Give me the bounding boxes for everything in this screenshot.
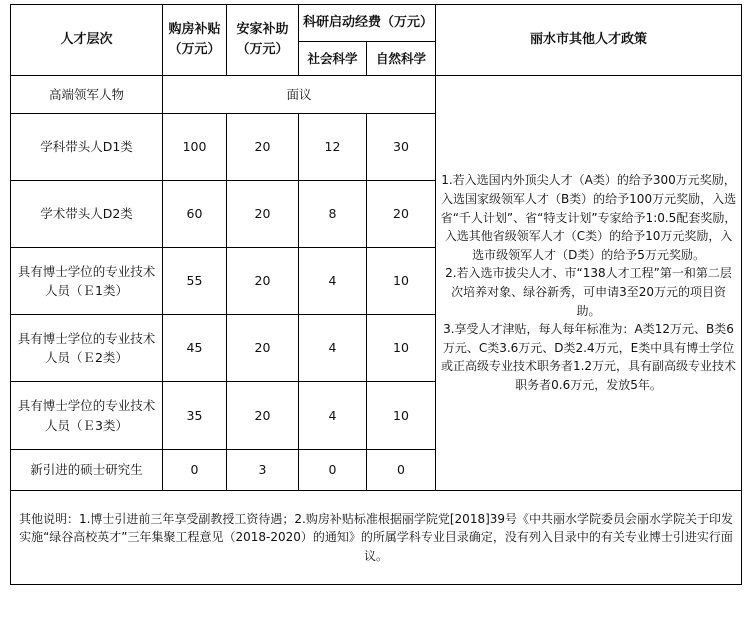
natural-science-cell: 10: [367, 315, 436, 382]
social-science-cell: 4: [299, 382, 367, 450]
housing-cell: 45: [163, 315, 227, 382]
social-science-cell: 4: [299, 248, 367, 315]
natural-science-cell: 10: [367, 248, 436, 315]
housing-cell: 60: [163, 181, 227, 248]
social-science-cell: 8: [299, 181, 367, 248]
header-talent-level: 人才层次: [11, 5, 163, 76]
natural-science-cell: 20: [367, 181, 436, 248]
notes-row: [11, 491, 742, 585]
settling-cell: 20: [227, 114, 299, 181]
social-science-cell: 4: [299, 315, 367, 382]
housing-cell: 55: [163, 248, 227, 315]
header-research-fund: 科研启动经费（万元）: [299, 5, 436, 42]
policy-cell: [436, 76, 742, 491]
housing-cell: 0: [163, 450, 227, 491]
header-settling-subsidy: 安家补助（万元）: [227, 5, 299, 76]
settling-cell: 20: [227, 315, 299, 382]
settling-cell: 20: [227, 382, 299, 450]
talent-level-cell: 高端领军人物: [11, 76, 163, 114]
natural-science-cell: 10: [367, 382, 436, 450]
talent-level-cell: 新引进的硕士研究生: [11, 450, 163, 491]
notes-cell: 其他说明：1.博士引进前三年享受副教授工资待遇；2.购房补贴标准根据丽学院党[2018]39号《中共丽水学院委员会丽水学院关于印发实施“绿谷高校英才”三年集聚工程意见（2018-2020）的通知》的所属学科专业目录确定，没有列入目录中的有关专业博士引进实行面议。: [11, 491, 742, 585]
settling-cell: 20: [227, 248, 299, 315]
talent-level-cell: 学术带头人D2类: [11, 181, 163, 248]
social-science-cell: 0: [299, 450, 367, 491]
table-row: [11, 76, 742, 114]
housing-cell: 35: [163, 382, 227, 450]
talent-level-cell: 具有博士学位的专业技术人员（Ｅ1类）: [11, 248, 163, 315]
natural-science-cell: 30: [367, 114, 436, 181]
talent-level-cell: 学科带头人D1类: [11, 114, 163, 181]
header-natural-science: 自然科学: [367, 42, 436, 76]
header-other-policies: 丽水市其他人才政策: [436, 5, 742, 76]
policy-item-3: 3.享受人才津贴，每人每年标准为：A类12万元、B类6万元、C类3.6万元、D类2.4万元，E类中具有博士学位或正高级专业技术职务者1.2万元，具有副高级专业技术职务者0.6万元，发放5年。: [440, 322, 737, 392]
header-social-science: 社会科学: [299, 42, 367, 76]
settling-cell: 20: [227, 181, 299, 248]
social-science-cell: 12: [299, 114, 367, 181]
natural-science-cell: 0: [367, 450, 436, 491]
header-housing-subsidy: 购房补贴（万元）: [163, 5, 227, 76]
housing-cell: 100: [163, 114, 227, 181]
negotiable-cell: 面议: [163, 76, 436, 114]
talent-level-cell: 具有博士学位的专业技术人员（Ｅ2类）: [11, 315, 163, 382]
policy-item-1: 1.若入选国内外顶尖人才（A类）的给予300万元奖励，入选国家级领军人才（B类）的给予100万元奖励，入选省“千人计划”、省“特支计划”专家给予1:0.5配套奖励，入选其他省级领军人才（C类）的给予10万元奖励，入选市级领军人才（D类）的给予5万元奖励。: [440, 173, 737, 262]
policy-item-2: 2.若入选市拔尖人才、市“138人才工程”第一和第二层次培养对象、绿谷新秀，可申请3至20万元的项目资助。: [445, 266, 732, 318]
settling-cell: 3: [227, 450, 299, 491]
talent-level-cell: 具有博士学位的专业技术人员（Ｅ3类）: [11, 382, 163, 450]
talent-policy-table: [10, 4, 742, 585]
